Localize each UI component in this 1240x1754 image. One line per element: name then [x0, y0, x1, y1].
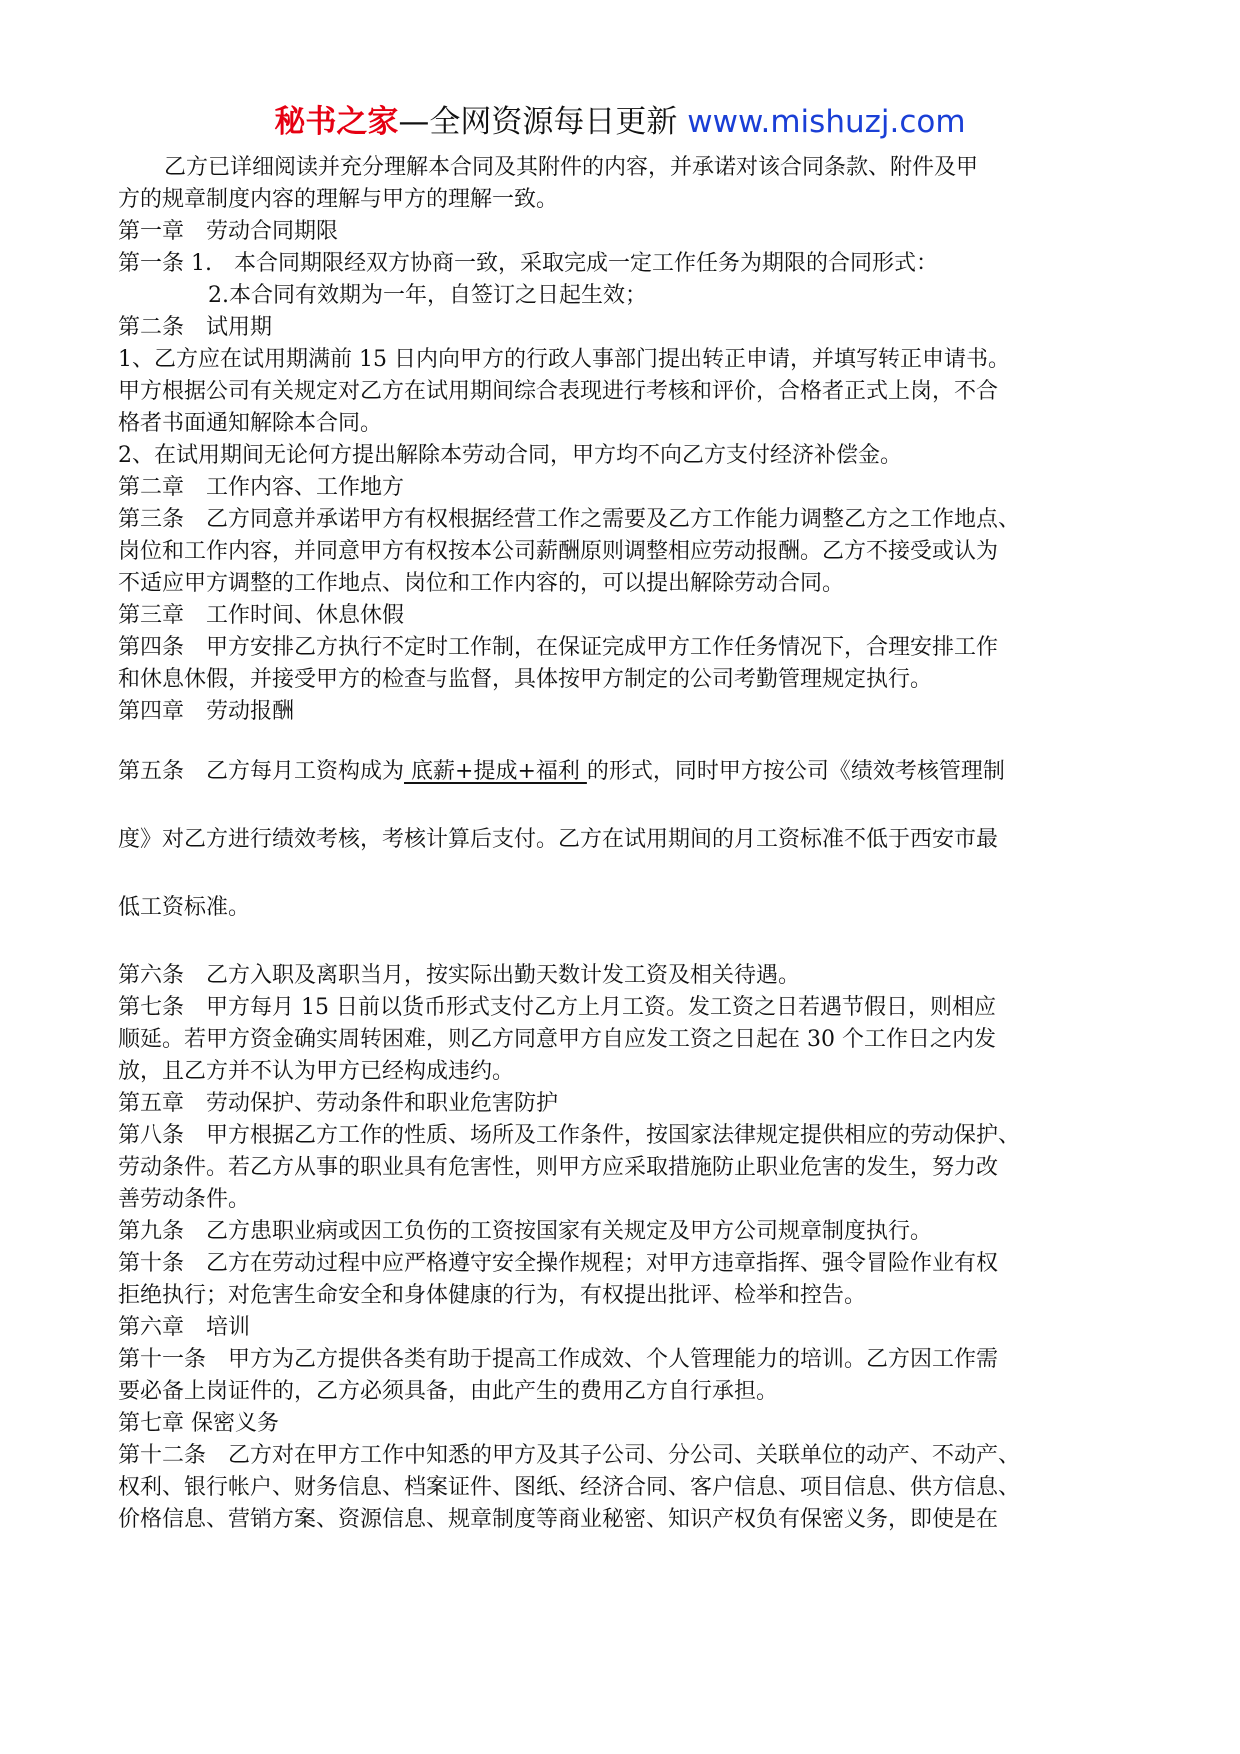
- paragraph-line: 不适应甲方调整的工作地点、岗位和工作内容的，可以提出解除劳动合同。: [118, 571, 845, 596]
- paragraph-line: 顺延。若甲方资金确实周转困难，则乙方同意甲方自应发工资之日起在 30 个工作日之内发: [118, 1027, 996, 1052]
- banner-slogan: —全网资源每日更新: [398, 104, 678, 140]
- article-line: 第六条 乙方入职及离职当月，按实际出勤天数计发工资及相关待遇。: [118, 963, 801, 988]
- paragraph-line: 放，且乙方并不认为甲方已经构成违约。: [118, 1059, 515, 1084]
- paragraph-line: 岗位和工作内容，并同意甲方有权按本公司薪酬原则调整相应劳动报酬。乙方不接受或认为: [118, 539, 999, 564]
- article-line: 2.本合同有效期为一年，自签订之日起生效；: [208, 283, 647, 308]
- paragraph-line: 2、在试用期间无论何方提出解除本劳动合同，甲方均不向乙方支付经济补偿金。: [118, 443, 902, 468]
- article-line: 第九条 乙方患职业病或因工负伤的工资按国家有关规定及甲方公司规章制度执行。: [118, 1219, 933, 1244]
- paragraph-line: 善劳动条件。: [118, 1187, 251, 1212]
- chapter-heading: 第一章 劳动合同期限: [118, 219, 339, 244]
- article-line: 第一条 1. 本合同期限经双方协商一致，采取完成一定工作任务为期限的合同形式：: [118, 251, 938, 276]
- article-line: 第十一条 甲方为乙方提供各类有助于提高工作成效、个人管理能力的培训。乙方因工作需: [118, 1347, 999, 1372]
- contract-body: [118, 152, 1128, 1536]
- paragraph-line: 甲方根据公司有关规定对乙方在试用期间综合表现进行考核和评价，合格者正式上岗，不合: [118, 379, 999, 404]
- article-line: 第七条 甲方每月 15 日前以货币形式支付乙方上月工资。发工资之日若遇节假日，则相应: [118, 995, 996, 1020]
- paragraph-line: 权利、银行帐户、财务信息、档案证件、图纸、经济合同、客户信息、项目信息、供方信息、: [118, 1475, 1021, 1500]
- chapter-heading: 第三章 工作时间、休息休假: [118, 603, 405, 628]
- paragraph-line: 价格信息、营销方案、资源信息、规章制度等商业秘密、知识产权负有保密义务，即使是在: [118, 1507, 999, 1532]
- paragraph-line: 格者书面通知解除本合同。: [118, 411, 383, 436]
- paragraph-line: 劳动条件。若乙方从事的职业具有危害性，则甲方应采取措施防止职业危害的发生，努力改: [118, 1155, 999, 1180]
- article-line: 第十二条 乙方对在甲方工作中知悉的甲方及其子公司、分公司、关联单位的动产、不动产、: [118, 1443, 1021, 1468]
- paragraph-line: 1、乙方应在试用期满前 15 日内向甲方的行政人事部门提出转正申请，并填写转正申请书。: [118, 347, 1010, 372]
- chapter-heading: 第二章 工作内容、工作地方: [118, 475, 405, 500]
- article-5-suffix: 的形式，同时甲方按公司《绩效考核管理制: [586, 759, 1005, 784]
- article-heading: 第二条 试用期: [118, 315, 273, 340]
- paragraph-line: 乙方已详细阅读并充分理解本合同及其附件的内容，并承诺对该合同条款、附件及甲: [164, 155, 979, 180]
- site-url-link[interactable]: www.mishuzj.com: [687, 104, 966, 140]
- paragraph-line: 拒绝执行；对危害生命安全和身体健康的行为，有权提出批评、检举和控告。: [118, 1283, 867, 1308]
- paragraph-line: 方的规章制度内容的理解与甲方的理解一致。: [118, 187, 559, 212]
- article-5-prefix: 第五条 乙方每月工资构成为: [118, 759, 405, 784]
- article-line: 第八条 甲方根据乙方工作的性质、场所及工作条件，按国家法律规定提供相应的劳动保护、: [118, 1123, 1021, 1148]
- article-5-line: 低工资标准。: [118, 895, 251, 920]
- article-5-line: 度》对乙方进行绩效考核，考核计算后支付。乙方在试用期间的月工资标准不低于西安市最: [118, 827, 999, 852]
- chapter-heading: 第六章 培训: [118, 1315, 251, 1340]
- chapter-heading: 第四章 劳动报酬: [118, 699, 295, 724]
- site-banner: [0, 100, 1240, 144]
- brand-name: 秘书之家: [274, 104, 399, 140]
- article-line: 第四条 甲方安排乙方执行不定时工作制，在保证完成甲方工作任务情况下，合理安排工作: [118, 635, 999, 660]
- article-5-line: [118, 756, 1128, 788]
- article-line: 第三条 乙方同意并承诺甲方有权根据经营工作之需要及乙方工作能力调整乙方之工作地点、: [118, 507, 1021, 532]
- article-line: 第十条 乙方在劳动过程中应严格遵守安全操作规程；对甲方违章指挥、强令冒险作业有权: [118, 1251, 999, 1276]
- paragraph-line: 要必备上岗证件的，乙方必须具备，由此产生的费用乙方自行承担。: [118, 1379, 779, 1404]
- chapter-heading: 第五章 劳动保护、劳动条件和职业危害防护: [118, 1091, 559, 1116]
- chapter-heading: 第七章 保密义务: [118, 1411, 279, 1436]
- salary-structure-field: 底薪+提成+福利: [404, 759, 587, 784]
- paragraph-line: 和休息休假，并接受甲方的检查与监督，具体按甲方制定的公司考勤管理规定执行。: [118, 667, 933, 692]
